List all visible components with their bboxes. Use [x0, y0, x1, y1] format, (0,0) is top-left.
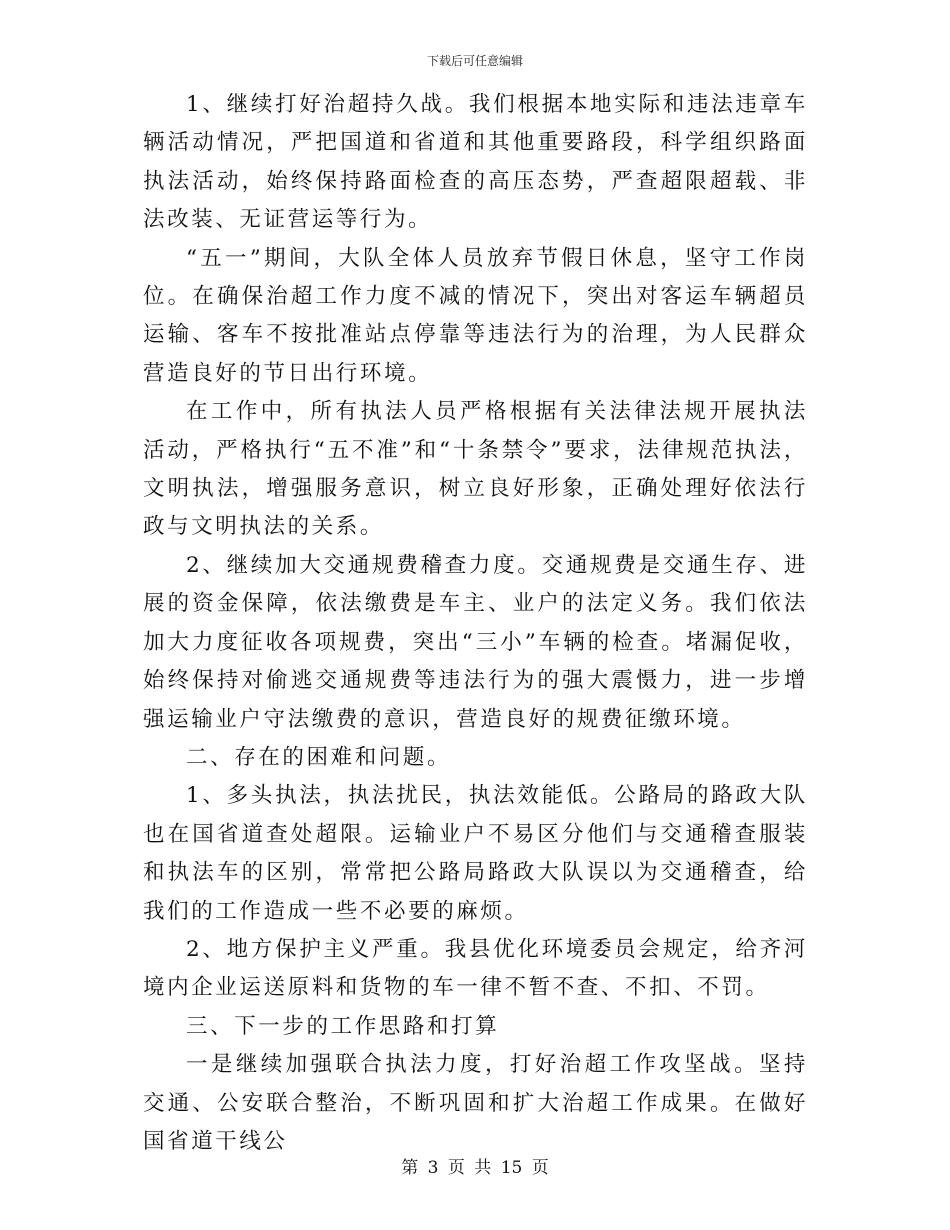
- page-header: 下载后可任意编辑: [426, 54, 523, 68]
- document-body: [143, 86, 808, 1161]
- paragraph-4: 2、继续加大交通规费稽查力度。交通规费是交通生存、进展的资金保障，依法缴费是车主、业户的法定义务。我们依法加大力度征收各项规费，突出“三小”车辆的检查。堵漏促收，始终保持对偷逃交通规费等违法行为的强大震慑力，进一步增强运输业户守法缴费的意识，营造良好的规费征缴环境。: [143, 552, 808, 732]
- paragraph-7: 2、地方保护主义严重。我县优化环境委员会规定，给齐河境内企业运送原料和货物的车一律不暂不查、不扣、不罚。: [143, 936, 808, 1001]
- paragraph-9: 一是继续加强联合执法力度，打好治超工作攻坚战。坚持交通、公安联合整治，不断巩固和扩大治超工作成果。在做好国省道干线公: [143, 1052, 808, 1154]
- paragraph-1: 1、继续打好治超持久战。我们根据本地实际和违法违章车辆活动情况，严把国道和省道和其他重要路段，科学组织路面执法活动，始终保持路面检查的高压态势，严查超限超载、非法改装、无证营运等行为。: [143, 92, 808, 233]
- paragraph-2: “五一”期间，大队全体人员放弃节假日休息，坚守工作岗位。在确保治超工作力度不减的情况下，突出对客运车辆超员运输、客车不按批准站点停靠等违法行为的治理，为人民群众营造良好的节日出行环境。: [143, 245, 808, 386]
- section-heading-2: 二、存在的困难和问题。: [186, 744, 452, 770]
- paragraph-6: 1、多头执法，执法扰民，执法效能低。公路局的路政大队也在国省道查处超限。运输业户不易区分他们与交通稽查服装和执法车的区别，常常把公路局路政大队误以为交通稽查，给我们的工作造成一些不必要的麻烦。: [143, 783, 808, 924]
- section-heading-3: 三、下一步的工作思路和打算: [186, 1013, 500, 1039]
- page-footer: 第 3 页 共 15 页: [401, 1158, 549, 1178]
- paragraph-3: 在工作中，所有执法人员严格根据有关法律法规开展执法活动，严格执行“五不准”和“十条禁令”要求，法律规范执法，文明执法，增强服务意识，树立良好形象，正确处理好依法行政与文明执法的关系。: [143, 399, 808, 540]
